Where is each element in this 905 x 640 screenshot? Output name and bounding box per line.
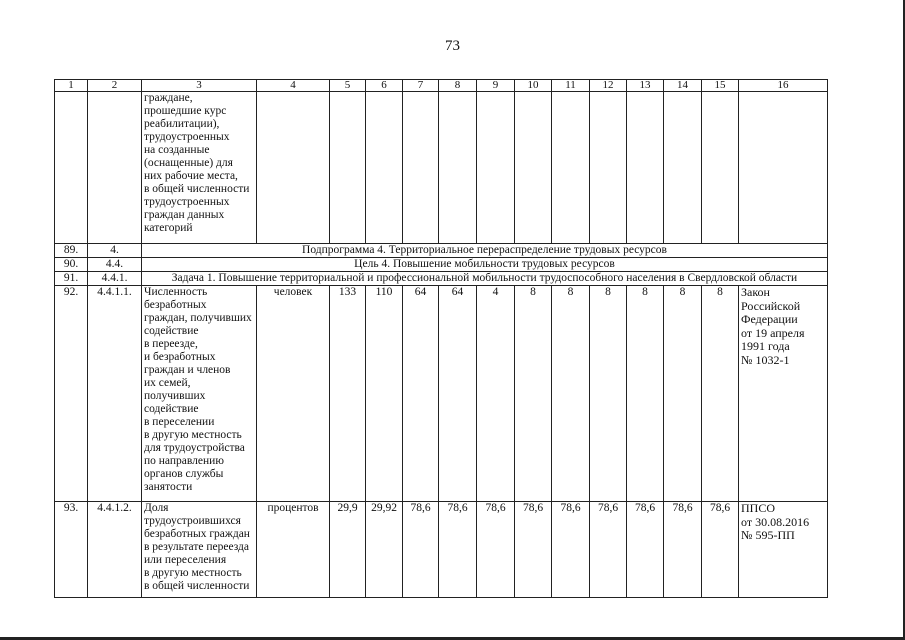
- header-row: [55, 80, 828, 92]
- row-number: 91.: [55, 272, 88, 286]
- row-code: 4.4.1.: [88, 272, 142, 286]
- row-code: 4.: [88, 244, 142, 258]
- row-number: 92.: [55, 286, 88, 502]
- header-cell: 16: [739, 80, 828, 92]
- header-cell: 11: [552, 80, 590, 92]
- continuation-text: граждане, прошедшие курс реабилитации), трудоустроенных на созданные (оснащенные) для них рабочие места, в общей численности трудоустроенных граждан данных категорий: [142, 92, 257, 244]
- value-cell: 78,6: [477, 502, 515, 598]
- header-cell: 8: [439, 80, 477, 92]
- header-cell: 15: [702, 80, 739, 92]
- table-row-89: [55, 244, 828, 258]
- value-cell: 64: [439, 286, 477, 502]
- value-cell: 29,9: [330, 502, 366, 598]
- header-cell: 4: [257, 80, 330, 92]
- value-cell: 78,6: [439, 502, 477, 598]
- header-cell: 13: [627, 80, 664, 92]
- row-number: 90.: [55, 258, 88, 272]
- row-code: 4.4.: [88, 258, 142, 272]
- value-cell: 78,6: [702, 502, 739, 598]
- goal-title: Цель 4. Повышение мобильности трудовых ресурсов: [142, 258, 828, 272]
- unit: человек: [257, 286, 330, 502]
- value-cell: 4: [477, 286, 515, 502]
- legal-basis: ППСО от 30.08.2016 № 595-ПП: [739, 502, 828, 598]
- page-number: 73: [445, 38, 460, 54]
- indicator-name: Доля трудоустроившихся безработных граждан в результате переезда или переселения в другую местность в общей численности: [142, 502, 257, 598]
- subprogram-title: Подпрограмма 4. Территориальное перераспределение трудовых ресурсов: [142, 244, 828, 258]
- row-code: 4.4.1.2.: [88, 502, 142, 598]
- header-cell: 6: [366, 80, 403, 92]
- legal-basis: Закон Российской Федерации от 19 апреля 1991 года № 1032-1: [739, 286, 828, 502]
- header-cell: 7: [403, 80, 439, 92]
- table-row-93: [55, 502, 828, 598]
- row-code: 4.4.1.1.: [88, 286, 142, 502]
- value-cell: 8: [552, 286, 590, 502]
- value-cell: 8: [627, 286, 664, 502]
- row-number: 89.: [55, 244, 88, 258]
- value-cell: 78,6: [664, 502, 702, 598]
- header-cell: 10: [515, 80, 552, 92]
- row-number: 93.: [55, 502, 88, 598]
- value-cell: 29,92: [366, 502, 403, 598]
- value-cell: 78,6: [403, 502, 439, 598]
- value-cell: 8: [515, 286, 552, 502]
- value-cell: 110: [366, 286, 403, 502]
- header-cell: 12: [590, 80, 627, 92]
- value-cell: 8: [664, 286, 702, 502]
- table-row-91: [55, 272, 828, 286]
- indicator-name: Численность безработных граждан, получивших содействие в переезде, и безработных граждан и членов их семей, получивших содействие в переселении в другую местность для трудоустройства по направлению органов службы занятости: [142, 286, 257, 502]
- header-cell: 5: [330, 80, 366, 92]
- header-cell: 1: [55, 80, 88, 92]
- unit: процентов: [257, 502, 330, 598]
- header-cell: 2: [88, 80, 142, 92]
- value-cell: 8: [590, 286, 627, 502]
- header-cell: 9: [477, 80, 515, 92]
- value-cell: 8: [702, 286, 739, 502]
- table-row-90: [55, 258, 828, 272]
- value-cell: 78,6: [515, 502, 552, 598]
- value-cell: 78,6: [590, 502, 627, 598]
- table-row-92: [55, 286, 828, 502]
- header-cell: 14: [664, 80, 702, 92]
- task-title: Задача 1. Повышение территориальной и профессиональной мобильности трудоспособного населения в Свердловской области: [142, 272, 828, 286]
- value-cell: 78,6: [552, 502, 590, 598]
- value-cell: 133: [330, 286, 366, 502]
- header-cell: 3: [142, 80, 257, 92]
- value-cell: 78,6: [627, 502, 664, 598]
- value-cell: 64: [403, 286, 439, 502]
- table-row-continuation: [55, 92, 828, 244]
- indicator-table: [54, 79, 828, 598]
